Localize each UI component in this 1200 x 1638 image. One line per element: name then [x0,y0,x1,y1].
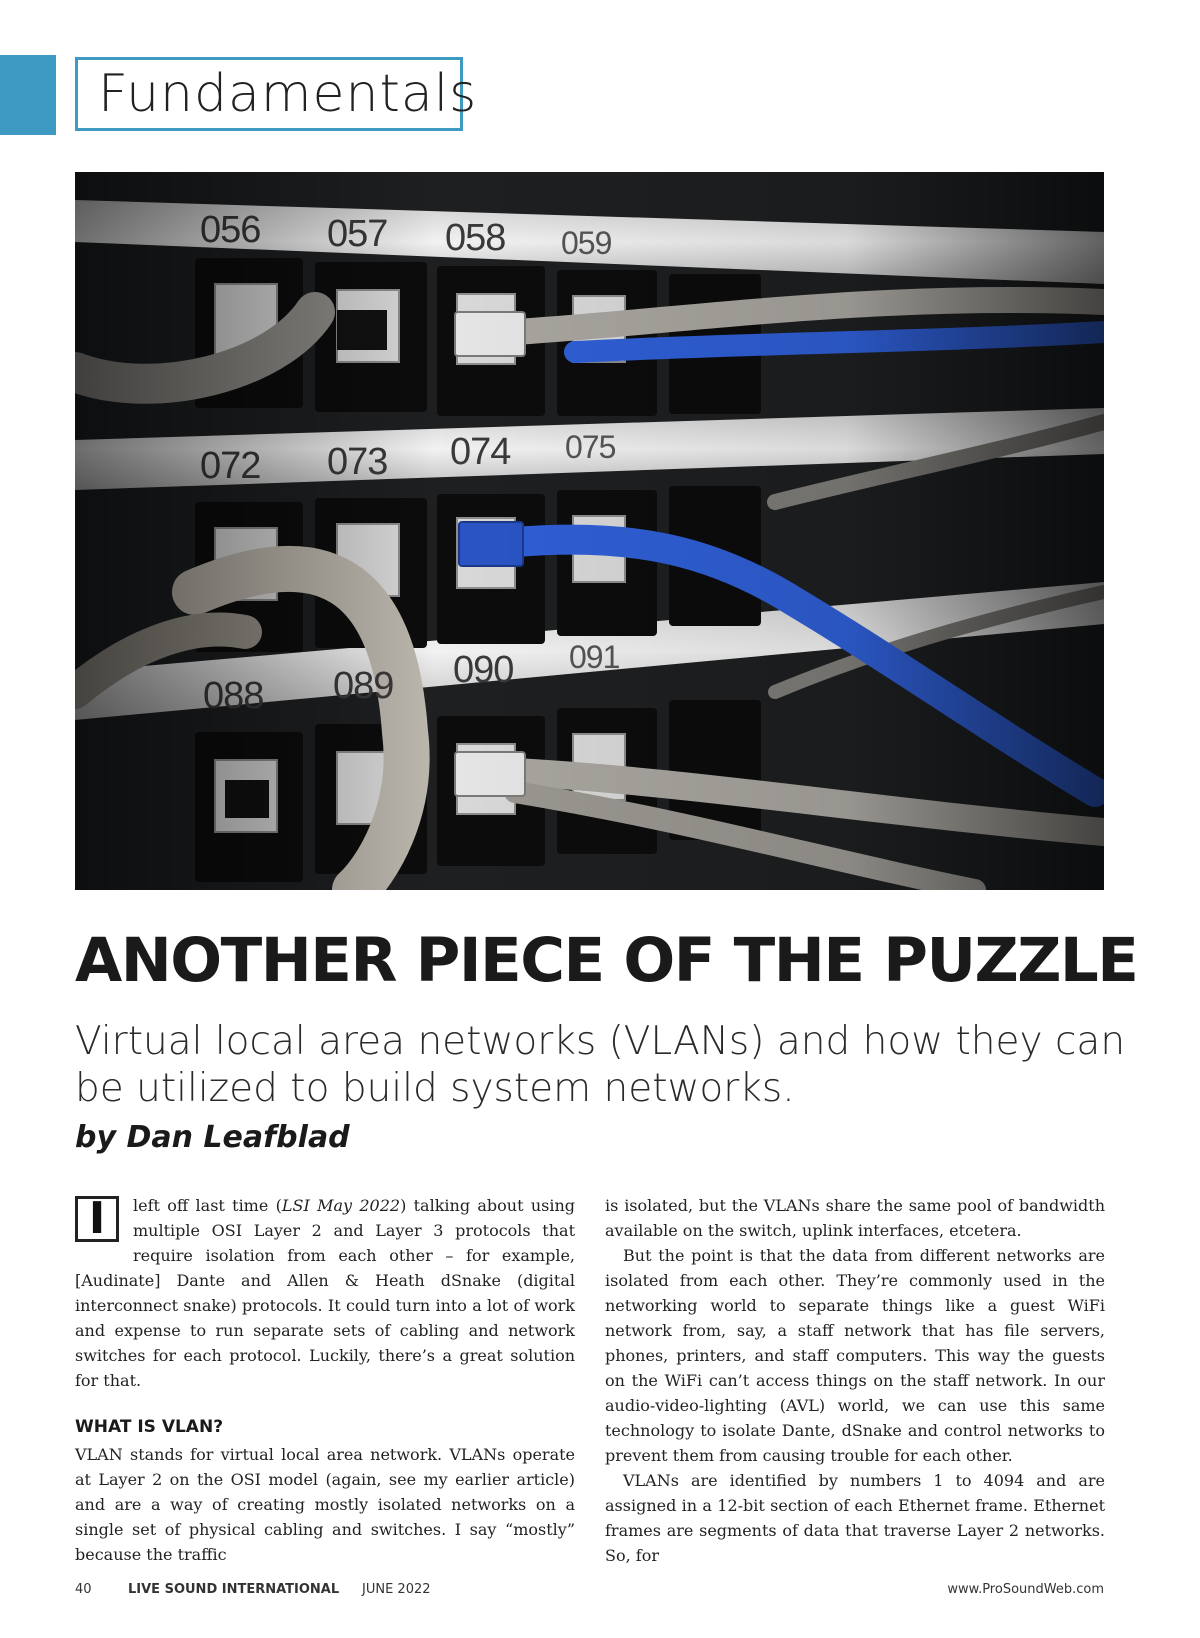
magazine-name: LIVE SOUND INTERNATIONAL [128,1582,340,1597]
body-column-left [75,1193,575,1567]
intro-paragraph: I left off last time (LSI May 2022) talking about using multiple OSI Layer 2 and Layer 3 protocols that require isolation from each other – for example, [Audinate] Dante and Allen & Heath dSnake (digital interconnect snake) protocols. It could turn into a lot of work and expense to run separate sets of cabling and network switches for each protocol. Luckily, there’s a great solution for that. [75,1193,575,1390]
body-paragraph: But the point is that the data from different networks are isolated from each other. They’re commonly used in the networking world to separate things like a guest WiFi network from, say, a staff network that has file servers, phones, printers, and staff computers. This way the guests on the WiFi can’t access things on the staff network. In our audio-video-lighting (AVL) world, we can use this same technology to isolate Dante, dSnake and control networks to prevent them from causing trouble for each other. [605,1246,1105,1465]
byline: by Dan Leafblad [75,1120,350,1155]
section-subhead: WHAT IS VLAN? [75,1417,224,1437]
body-column-right [605,1193,1105,1568]
body-paragraph: is isolated, but the VLANs share the same pool of bandwidth available on the switch, uplink interfaces, etcetera. [605,1196,1105,1240]
website-url: www.ProSoundWeb.com [947,1582,1104,1597]
drop-cap: I [75,1196,119,1242]
article-headline: ANOTHER PIECE OF THE PUZZLE [75,925,1138,996]
deck-line: Virtual local area networks (VLANs) and how they can [75,1019,1126,1064]
patch-panel-illustration [75,172,1104,890]
body-paragraph: VLAN stands for virtual local area network. VLANs operate at Layer 2 on the OSI model (again, see my earlier article) and are a way of creating mostly isolated networks on a single set of physical cabling and switches. I say “mostly” because the traffic [75,1445,575,1564]
deck-line: be utilized to build system networks. [75,1066,795,1111]
section-color-tab [0,55,56,135]
page-footer [75,1582,1104,1602]
hero-photo [75,172,1104,890]
section-label [75,57,478,131]
article-deck [75,1018,1135,1112]
photo-vignette [75,172,1104,890]
section-label-text: Fundamentals [98,64,478,124]
page-number: 40 [75,1582,92,1597]
issue-date: JUNE 2022 [362,1582,431,1597]
magazine-reference: LSI May 2022 [281,1196,401,1215]
body-paragraph: VLANs are identified by numbers 1 to 4094 and are assigned in a 12-bit section of each Ethernet frame. Ethernet frames are segments of data that traverse Layer 2 networks. So, for [605,1471,1105,1565]
